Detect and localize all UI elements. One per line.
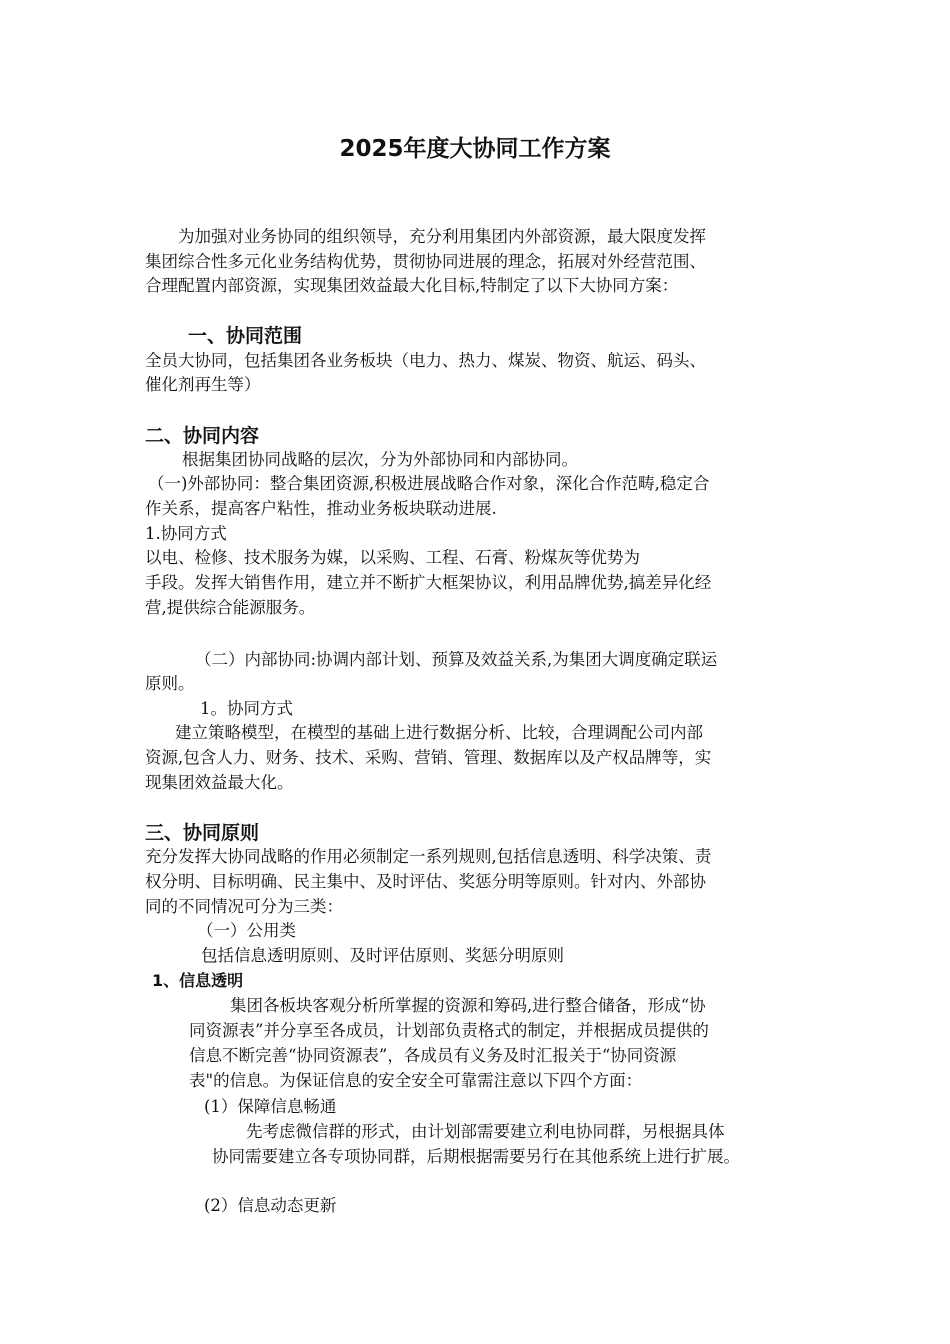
external-method-line: 营,提供综合能源服务。 (145, 598, 316, 617)
item2-title: (2）信息动态更新 (204, 1196, 337, 1215)
external-line: （一)外部协同：整合集团资源,积极进展战略合作对象，深化合作范畴,稳定合 (148, 474, 710, 493)
principles-intro-line: 同的不同情况可分为三类： (145, 897, 343, 916)
scope-line: 全员大协同，包括集团各业务板块（电力、热力、煤炭、物资、航运、码头、 (145, 351, 706, 370)
internal-method-line: 现集团效益最大化。 (145, 773, 294, 792)
intro-line: 合理配置内部资源，实现集团效益最大化目标,特制定了以下大协同方案： (145, 276, 679, 295)
external-method-title: 1.协同方式 (145, 524, 227, 543)
internal-method-line: 资源,包含人力、财务、技术、采购、营销、管理、数据库以及产权品牌等，实 (145, 748, 712, 767)
section-heading-scope: 一、协同范围 (188, 325, 303, 347)
intro-line: 集团综合性多元化业务结构优势，贯彻协同进展的理念，拓展对外经营范围、 (145, 252, 706, 271)
intro-line: 为加强对业务协同的组织领导，充分利用集团内外部资源，最大限度发挥 (178, 227, 706, 246)
public-desc: 包括信息透明原则、及时评估原则、奖惩分明原则 (201, 946, 564, 965)
info-line: 信息不断完善“协同资源表”，各成员有义务及时汇报关于“协同资源 (189, 1046, 677, 1065)
principles-intro-line: 充分发挥大协同战略的作用必须制定一系列规则,包括信息透明、科学决策、责 (145, 847, 712, 866)
external-line: 作关系，提高客户粘性，推动业务板块联动进展. (145, 499, 497, 518)
public-title: （一）公用类 (197, 921, 296, 940)
section-heading-principles: 三、协同原则 (145, 822, 260, 844)
info-line: 表"的信息。为保证信息的安全安全可靠需注意以下四个方面： (189, 1071, 643, 1090)
info-line: 同资源表”并分享至各成员，计划部负责格式的制定，并根据成员提供的 (189, 1021, 709, 1040)
section-heading-content: 二、协同内容 (145, 425, 260, 447)
external-method-line: 手段。发挥大销售作用，建立并不断扩大框架协议，利用品牌优势,搞差异化经 (145, 573, 712, 592)
content-intro: 根据集团协同战略的层次，分为外部协同和内部协同。 (182, 450, 578, 469)
document-title: 2025年度大协同工作方案 (339, 136, 611, 162)
principles-intro-line: 权分明、目标明确、民主集中、及时评估、奖惩分明等原则。针对内、外部协 (145, 872, 706, 891)
info-transparency-title: 1、信息透明 (152, 971, 244, 990)
item1-line: 先考虑微信群的形式，由计划部需要建立利电协同群，另根据具体 (246, 1122, 725, 1141)
internal-method-line: 建立策略模型，在模型的基础上进行数据分析、比较，合理调配公司内部 (175, 723, 703, 742)
internal-line: （二）内部协同:协调内部计划、预算及效益关系,为集团大调度确定联运 (195, 650, 718, 669)
item1-line: 协同需要建立各专项协同群，后期根据需要另行在其他系统上进行扩展。 (212, 1147, 740, 1166)
internal-method-title: 1。协同方式 (200, 699, 293, 718)
item1-title: (1）保障信息畅通 (204, 1097, 337, 1116)
scope-line: 催化剂再生等） (145, 375, 261, 394)
internal-line: 原则。 (145, 674, 195, 693)
external-method-line: 以电、检修、技术服务为媒，以采购、工程、石膏、粉煤灰等优势为 (145, 548, 640, 567)
info-line: 集团各板块客观分析所掌握的资源和筹码,进行整合储备，形成“协 (230, 996, 706, 1015)
